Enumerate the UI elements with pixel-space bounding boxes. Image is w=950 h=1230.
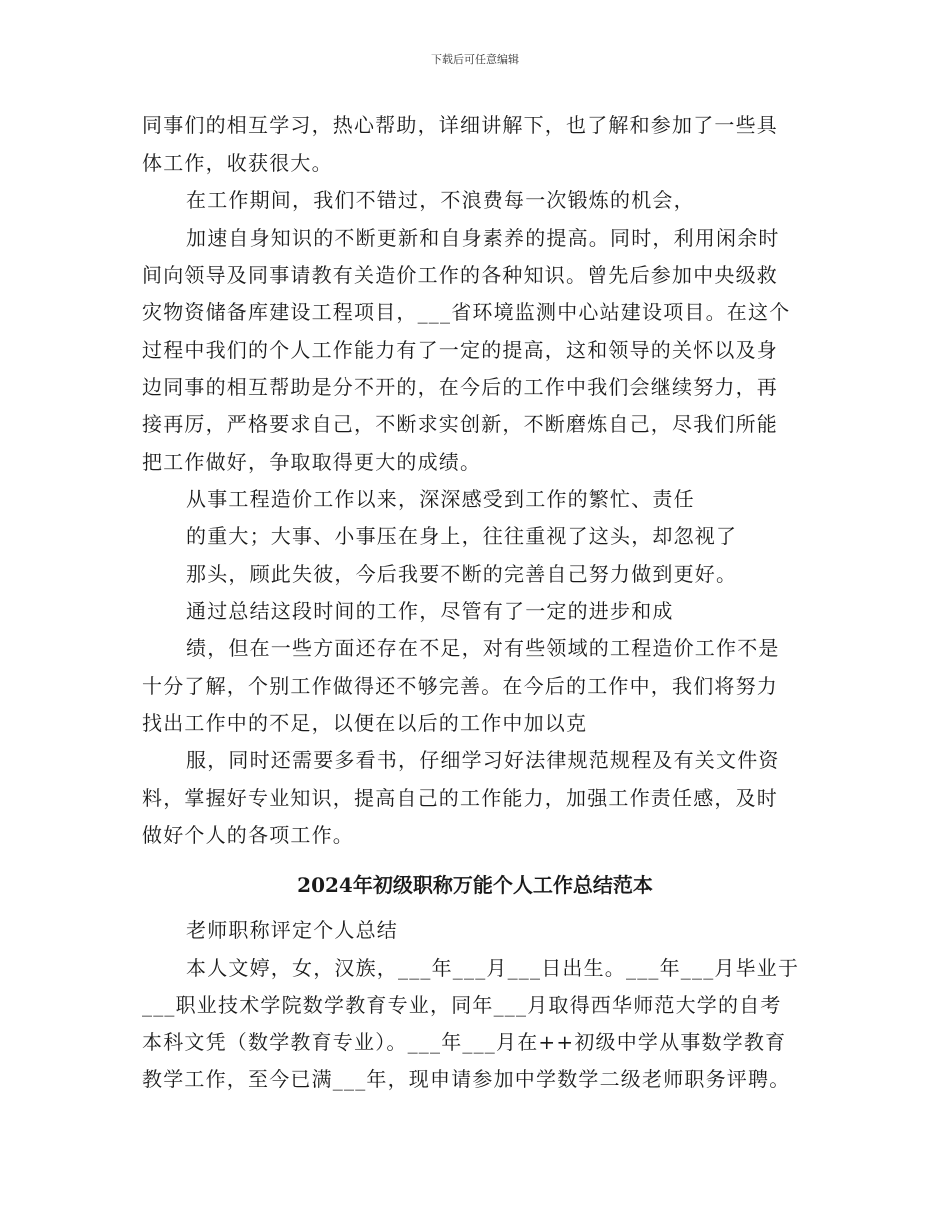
paragraph-line: 过程中我们的个人工作能力有了一定的提高，这和领导的关怀以及身 [142, 338, 778, 362]
page-header-note: 下载后可任意编辑 [431, 53, 519, 66]
paragraph-line: 通过总结这段时间的工作，尽管有了一定的进步和成 [186, 599, 674, 623]
paragraph-line: 绩，但在一些方面还存在不足，对有些领域的工程造价工作不是 [186, 636, 780, 660]
section-line: 教学工作，至今已满___年，现申请参加中学数学二级老师职务评聘。 [142, 1067, 791, 1091]
paragraph-line: 那头，顾此失彼，今后我要不断的完善自己努力做到更好。 [186, 562, 738, 586]
paragraph-line: 从事工程造价工作以来，深深感受到工作的繁忙、责任 [186, 487, 695, 511]
paragraph-line: 十分了解，个别工作做得还不够完善。在今后的工作中，我们将努力 [142, 674, 778, 698]
paragraph-line: 接再厉，严格要求自己，不断求实创新，不断磨炼自己，尽我们所能 [142, 412, 778, 436]
paragraph-line: 边同事的相互帮助是分不开的，在今后的工作中我们会继续努力，再 [142, 375, 778, 399]
paragraph-line: 的重大；大事、小事压在身上，往往重视了这头，却忽视了 [186, 524, 738, 548]
paragraph-line: 在工作期间，我们不错过，不浪费每一次锻炼的机会， [186, 188, 695, 212]
paragraph-line: 找出工作中的不足，以便在以后的工作中加以克 [142, 711, 588, 735]
paragraph-line: 服，同时还需要多看书，仔细学习好法律规范规程及有关文件资 [186, 748, 780, 772]
paragraph-line: 加速自身知识的不断更新和自身素养的提高。同时，利用闲余时 [186, 226, 780, 250]
paragraph-line: 做好个人的各项工作。 [142, 823, 354, 847]
section-line: 本人文婷，女，汉族，___年___月___日出生。___年___月毕业于 [186, 956, 800, 980]
paragraph-line: 体工作，收获很大。 [142, 151, 333, 175]
paragraph-line: 料，掌握好专业知识，提高自己的工作能力，加强工作责任感，及时 [142, 786, 778, 810]
paragraph-line: 间向领导及同事请教有关造价工作的各种知识。曾先后参加中央级救 [142, 263, 778, 287]
section-line: 本科文凭（数学教育专业）。___年___月在++初级中学从事数学教育 [142, 1030, 787, 1054]
paragraph-line: 灾物资储备库建设工程项目，___省环境监测中心站建设项目。在这个 [142, 300, 791, 324]
paragraph-line: 同事们的相互学习，热心帮助，详细讲解下，也了解和参加了一些具 [142, 113, 778, 137]
paragraph-line: 把工作做好，争取取得更大的成绩。 [142, 450, 482, 474]
section-line: ___职业技术学院数学教育专业，同年___月取得西华师范大学的自考 [142, 993, 782, 1017]
section-line: 老师职称评定个人总结 [186, 918, 398, 942]
section-title: 2024年初级职称万能个人工作总结范本 [297, 873, 653, 897]
